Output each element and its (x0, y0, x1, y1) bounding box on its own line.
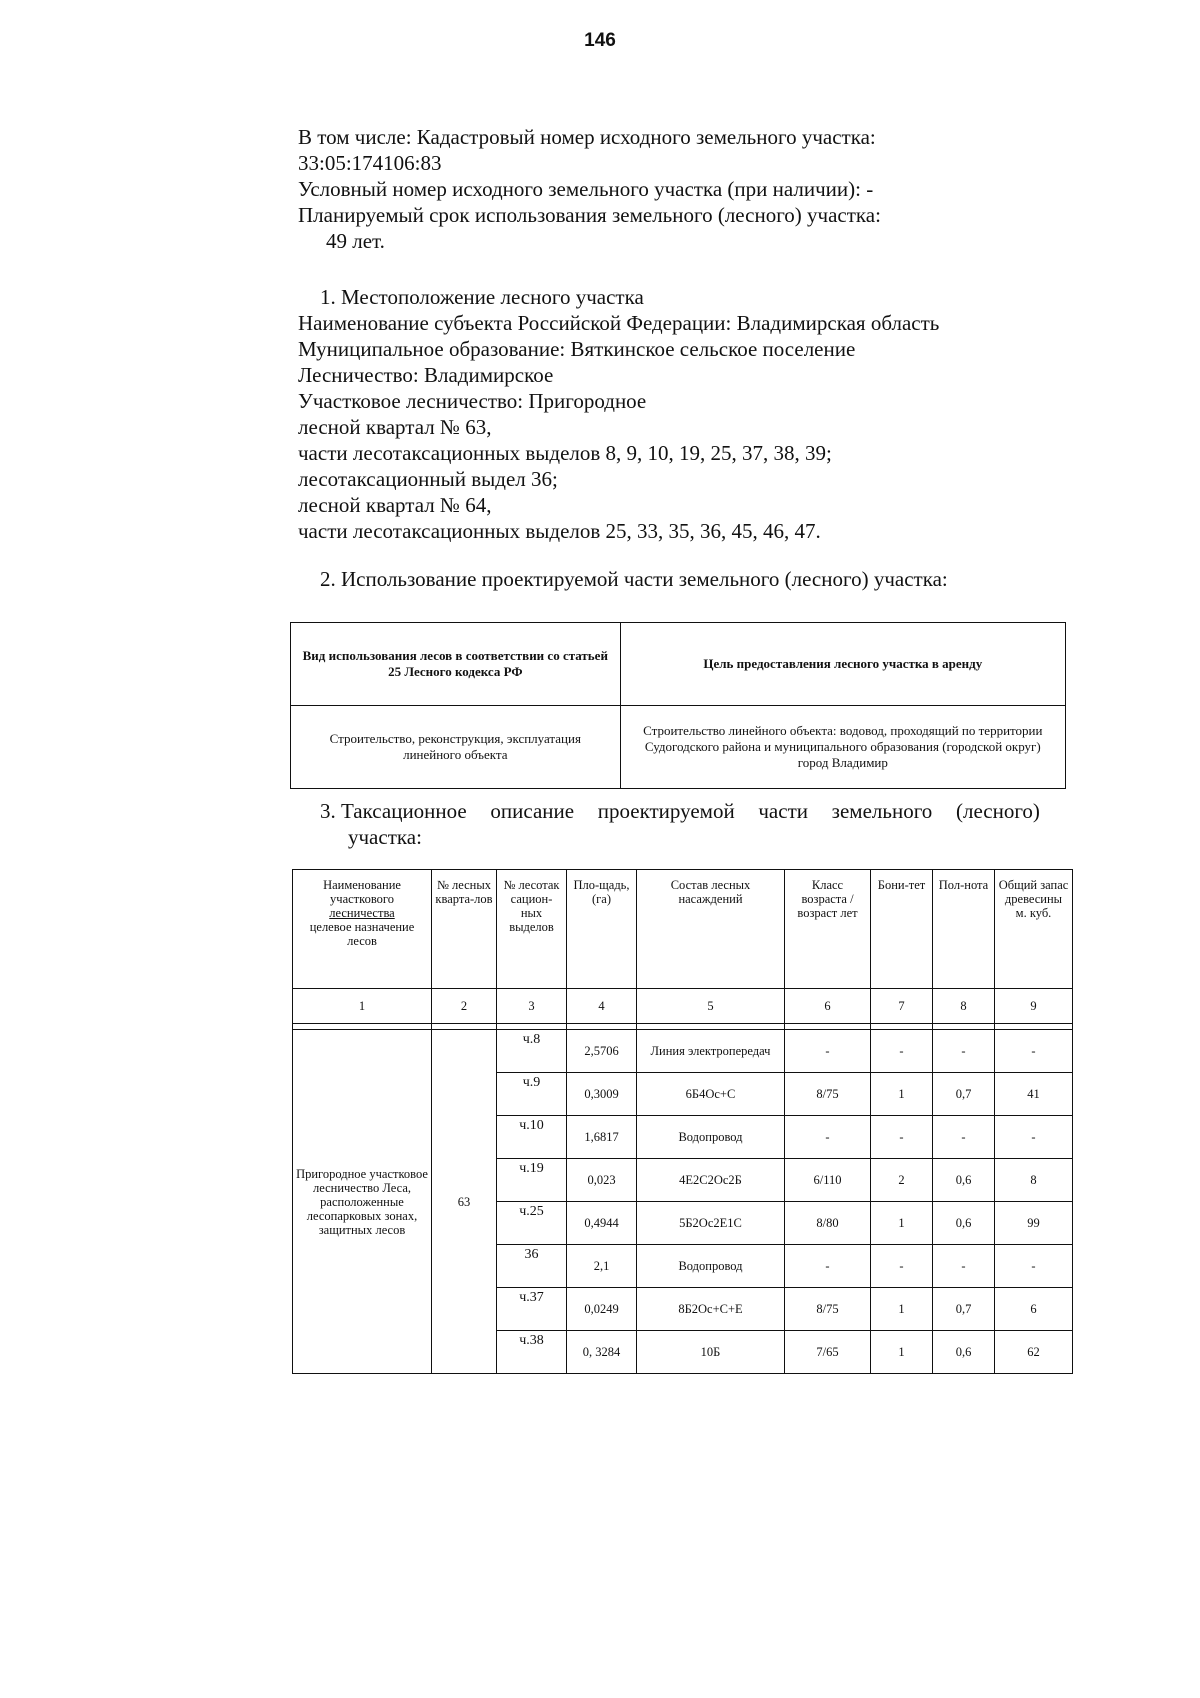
bonitet-cell: - (871, 1030, 933, 1073)
bonitet-cell: 2 (871, 1159, 933, 1202)
bonitet-cell: 1 (871, 1288, 933, 1331)
usage-term-value: 49 лет. (326, 229, 385, 253)
column-number: 7 (871, 989, 933, 1024)
bonitet-cell: 1 (871, 1202, 933, 1245)
zapas-cell: 8 (995, 1159, 1073, 1202)
usage-col2-value: Строительство линейного объекта: водовод, проходящий по территории Судогодского района и муниципального образования (городской округ) город Владимир (620, 706, 1065, 789)
zapas-cell: 6 (995, 1288, 1073, 1331)
location-line: Наименование субъекта Российской Федерации: Владимирская область (298, 311, 940, 335)
column-number: 5 (637, 989, 785, 1024)
usage-term-label: Планируемый срок использования земельного (лесного) участка: (298, 203, 881, 227)
taxation-heading-word: описание (490, 799, 575, 823)
column-number: 1 (293, 989, 432, 1024)
usage-header-row (291, 623, 1066, 706)
area-cell: 2,1 (567, 1245, 637, 1288)
column-number: 3 (497, 989, 567, 1024)
area-cell: 0, 3284 (567, 1331, 637, 1374)
column-number-row (293, 989, 1073, 1024)
header-kvartal: № лесных кварта-лов (432, 870, 497, 989)
cadastral-label: В том числе: Кадастровый номер исходного земельного участка: (298, 125, 876, 149)
intro-block (298, 124, 881, 254)
column-number: 4 (567, 989, 637, 1024)
bonitet-cell: 1 (871, 1331, 933, 1374)
vydel-cell: ч.37 (497, 1288, 567, 1331)
bonitet-cell: - (871, 1245, 933, 1288)
column-number: 8 (933, 989, 995, 1024)
taxation-heading (320, 798, 1040, 850)
zapas-cell: - (995, 1116, 1073, 1159)
header-forestry: Наименование участкового лесничества целевое назначение лесов (293, 870, 432, 989)
header-age-class: Класс возраста /возраст лет (785, 870, 871, 989)
sostav-cell: 10Б (637, 1331, 785, 1374)
vydel-cell: ч.38 (497, 1331, 567, 1374)
area-cell: 0,0249 (567, 1288, 637, 1331)
age-class-cell: 8/75 (785, 1073, 871, 1116)
header-area: Пло-щадь, (га) (567, 870, 637, 989)
location-line: части лесотаксационных выделов 8, 9, 10, 19, 25, 37, 38, 39; (298, 441, 832, 465)
polnota-cell: 0,7 (933, 1073, 995, 1116)
vydel-cell: ч.19 (497, 1159, 567, 1202)
sostav-cell: 8Б2Ос+С+Е (637, 1288, 785, 1331)
age-class-cell: 8/80 (785, 1202, 871, 1245)
bonitet-cell: - (871, 1116, 933, 1159)
taxation-heading-word: 3. Таксационное (320, 799, 467, 823)
zapas-cell: 99 (995, 1202, 1073, 1245)
table-row (293, 1030, 1073, 1073)
age-class-cell: - (785, 1030, 871, 1073)
zapas-cell: - (995, 1245, 1073, 1288)
location-line: лесной квартал № 64, (298, 493, 492, 517)
usage-col1-header: Вид использования лесов в соответствии со статьей 25 Лесного кодекса РФ (291, 623, 621, 706)
polnota-cell: 0,7 (933, 1288, 995, 1331)
area-cell: 0,023 (567, 1159, 637, 1202)
taxation-header-row (293, 870, 1073, 989)
location-line: части лесотаксационных выделов 25, 33, 35, 36, 45, 46, 47. (298, 519, 821, 543)
area-cell: 1,6817 (567, 1116, 637, 1159)
location-line: лесной квартал № 63, (298, 415, 492, 439)
column-number: 2 (432, 989, 497, 1024)
sostav-cell: 5Б2Ос2Е1С (637, 1202, 785, 1245)
taxation-heading-word: проектируемой (597, 799, 735, 823)
location-line: Участковое лесничество: Пригородное (298, 389, 647, 413)
usage-col2-header: Цель предоставления лесного участка в аренду (620, 623, 1065, 706)
usage-body-row (291, 706, 1066, 789)
header-sostav: Состав лесных насаждений (637, 870, 785, 989)
taxation-heading-word: (лесного) (955, 799, 1040, 823)
column-number: 9 (995, 989, 1073, 1024)
sostav-cell: Водопровод (637, 1245, 785, 1288)
header-zapas: Общий запас древесины м. куб. (995, 870, 1073, 989)
conditional-number: Условный номер исходного земельного участка (при наличии): - (298, 177, 874, 201)
sostav-cell: Водопровод (637, 1116, 785, 1159)
sostav-cell: Линия электропередач (637, 1030, 785, 1073)
usage-table (290, 622, 1066, 789)
header-polnota: Пол-нота (933, 870, 995, 989)
column-number: 6 (785, 989, 871, 1024)
bonitet-cell: 1 (871, 1073, 933, 1116)
polnota-cell: - (933, 1030, 995, 1073)
vydel-cell: ч.8 (497, 1030, 567, 1073)
location-section (298, 284, 939, 544)
age-class-cell: - (785, 1116, 871, 1159)
zapas-cell: 62 (995, 1331, 1073, 1374)
sostav-cell: 6Б4Ос+С (637, 1073, 785, 1116)
location-heading: 1. Местоположение лесного участка (320, 285, 644, 309)
polnota-cell: 0,6 (933, 1331, 995, 1374)
age-class-cell: 6/110 (785, 1159, 871, 1202)
location-line: Муниципальное образование: Вяткинское сельское поселение (298, 337, 856, 361)
area-cell: 2,5706 (567, 1030, 637, 1073)
taxation-heading-word: земельного (831, 799, 933, 823)
polnota-cell: 0,6 (933, 1159, 995, 1202)
polnota-cell: - (933, 1116, 995, 1159)
location-line: Лесничество: Владимирское (298, 363, 554, 387)
taxation-table (292, 869, 1073, 1374)
age-class-cell: - (785, 1245, 871, 1288)
polnota-cell: - (933, 1245, 995, 1288)
vydel-cell: ч.10 (497, 1116, 567, 1159)
taxation-heading-line2: участка: (348, 825, 422, 849)
vydel-cell: ч.25 (497, 1202, 567, 1245)
sostav-cell: 4Е2С2Ос2Б (637, 1159, 785, 1202)
area-cell: 0,3009 (567, 1073, 637, 1116)
zapas-cell: - (995, 1030, 1073, 1073)
location-line: лесотаксационный выдел 36; (298, 467, 558, 491)
taxation-heading-word: части (758, 799, 808, 823)
area-cell: 0,4944 (567, 1202, 637, 1245)
cadastral-number: 33:05:174106:83 (298, 151, 442, 175)
zapas-cell: 41 (995, 1073, 1073, 1116)
vydel-cell: 36 (497, 1245, 567, 1288)
page-number: 146 (584, 30, 616, 51)
header-bonitet: Бони-тет (871, 870, 933, 989)
usage-heading: 2. Использование проектируемой части земельного (лесного) участка: (320, 567, 948, 591)
age-class-cell: 7/65 (785, 1331, 871, 1374)
vydel-cell: ч.9 (497, 1073, 567, 1116)
polnota-cell: 0,6 (933, 1202, 995, 1245)
header-vydel: № лесотак сацион-ных выделов (497, 870, 567, 989)
usage-col1-value: Строительство, реконструкция, эксплуатация линейного объекта (291, 706, 621, 789)
kvartal-cell: 63 (432, 1030, 497, 1374)
forestry-cell: Пригородное участковое лесничество Леса, расположенные лесопарковых зонах, защитных лесов (293, 1030, 432, 1374)
age-class-cell: 8/75 (785, 1288, 871, 1331)
